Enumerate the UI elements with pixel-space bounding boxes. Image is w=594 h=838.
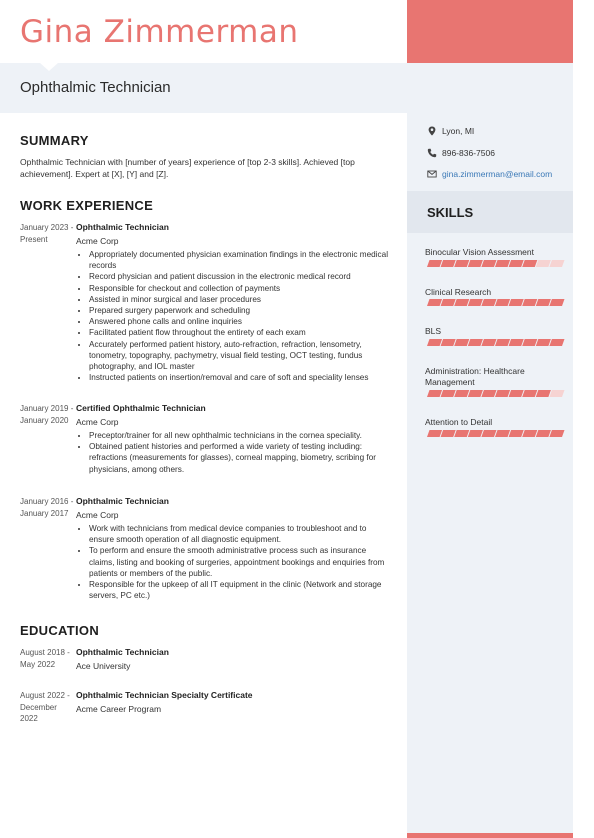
job-title: Ophthalmic Technician [20, 79, 171, 96]
skill-level-bar [427, 299, 567, 307]
education-date: August 2018 - May 2022 [20, 648, 70, 669]
page-right-margin [573, 0, 594, 838]
education-school: Ace University [76, 661, 131, 671]
skill-segment [468, 339, 483, 346]
education-heading: EDUCATION [20, 623, 100, 638]
skill-name: Attention to Detail [425, 417, 493, 427]
skill-segment [549, 430, 564, 437]
experience-bullets [76, 430, 391, 475]
title-notch [40, 63, 58, 71]
skill-segment [427, 299, 442, 306]
skill-segment [509, 260, 524, 267]
skill-segment [509, 339, 524, 346]
experience-role: Ophthalmic Technician [76, 222, 169, 232]
experience-role: Certified Ophthalmic Technician [76, 403, 206, 413]
experience-date: January 2016 - January 2017 [20, 497, 74, 518]
skill-segment [495, 339, 510, 346]
skill-segment [536, 260, 551, 267]
skill-segment [454, 299, 469, 306]
header-accent-block [407, 0, 573, 63]
skill-segment [427, 430, 442, 437]
skill-segment [468, 299, 483, 306]
experience-company: Acme Corp [76, 236, 119, 246]
skill-segment [454, 260, 469, 267]
skill-segment [441, 339, 456, 346]
skill-segment [495, 299, 510, 306]
skill-segment [536, 299, 551, 306]
email-icon [427, 169, 437, 179]
skill-segment [441, 260, 456, 267]
skill-segment [454, 390, 469, 397]
bullet-item: • Responsible for checkout and collection of payments [89, 283, 391, 294]
education-degree: Ophthalmic Technician Specialty Certificate [76, 690, 253, 700]
experience-bullets [76, 523, 391, 601]
bullet-item: • Assisted in minor surgical and laser procedures [89, 294, 391, 305]
skill-name: BLS [425, 326, 442, 336]
skill-level-bar [427, 390, 567, 398]
skill-segment [536, 339, 551, 346]
skill-segment [522, 339, 537, 346]
skill-name: Administration: Healthcare Management [425, 366, 525, 387]
bullet-item: • Record physician and patient discussion in the electronic medical record [89, 271, 391, 282]
skill-segment [522, 430, 537, 437]
experience-company: Acme Corp [76, 417, 119, 427]
skill-segment [441, 390, 456, 397]
bullet-item: • Instructed patients on insertion/removal and care of soft and speciality lenses [89, 372, 391, 383]
skill-segment [522, 299, 537, 306]
summary-text: Ophthalmic Technician with [number of years] experience of [top 2-3 skills]. Achieved [top achievement]. Expert at [X], [Y] and [Z]. [20, 157, 355, 179]
skill-segment [441, 430, 456, 437]
bullet-item: • Facilitated patient flow throughout the entirety of each exam [89, 327, 391, 338]
skill-segment [509, 299, 524, 306]
skill-level-bar [427, 260, 567, 268]
skill-segment [549, 299, 564, 306]
bullet-item: • Preceptor/trainer for all new ophthalmic technicians in the cornea speciality. [89, 430, 391, 441]
skill-segment [549, 339, 564, 346]
experience-date: January 2019 - January 2020 [20, 404, 74, 425]
skills-heading: SKILLS [427, 205, 474, 220]
skill-segment [481, 260, 496, 267]
skill-segment [468, 390, 483, 397]
skill-segment [536, 390, 551, 397]
skill-segment [441, 299, 456, 306]
skill-level-bar [427, 430, 567, 438]
bullet-item: • To perform and ensure the smooth administrative process such as insurance claims, listing and booking of surgeries, appointment bookings and enquiries from patients or members of the public. [89, 545, 391, 579]
email-link[interactable]: gina.zimmerman@email.com [442, 169, 553, 179]
experience-role: Ophthalmic Technician [76, 496, 169, 506]
contact-email[interactable] [427, 169, 552, 179]
skill-segment [522, 260, 537, 267]
skill-segment [481, 390, 496, 397]
bullet-item: • Prepared surgery paperwork and scheduling [89, 305, 391, 316]
education-degree: Ophthalmic Technician [76, 647, 169, 657]
skill-segment [481, 299, 496, 306]
skill-segment [481, 430, 496, 437]
contact-phone [427, 148, 495, 158]
skill-segment [495, 260, 510, 267]
bullet-item: • Obtained patient histories and performed a wide variety of testing including: refractions (measurements for glasses), corneal mapping, biometry, scribing for physicians, among others. [89, 441, 391, 475]
skill-segment [509, 430, 524, 437]
bullet-item: • Responsible for the upkeep of all IT equipment in the clinic (Network and storage servers, PC etc.) [89, 579, 391, 601]
skill-segment [509, 390, 524, 397]
skill-segment [549, 260, 564, 267]
skill-segment [495, 430, 510, 437]
bullet-item: • Work with technicians from medical device companies to troubleshoot and to ensure smooth operation of all diagnostic equipment. [89, 523, 391, 545]
skill-segment [468, 430, 483, 437]
contact-location [427, 126, 474, 136]
skill-name: Binocular Vision Assessment [425, 247, 534, 257]
location-text: Lyon, MI [442, 126, 475, 136]
skill-segment [427, 390, 442, 397]
candidate-name: Gina Zimmerman [20, 14, 299, 50]
experience-bullets [76, 249, 391, 383]
header [0, 0, 407, 63]
bullet-item: • Answered phone calls and online inquiries [89, 316, 391, 327]
sidebar [407, 63, 573, 838]
experience-date: January 2023 - Present [20, 223, 74, 244]
skill-segment [522, 390, 537, 397]
education-school: Acme Career Program [76, 704, 162, 714]
skill-segment [427, 260, 442, 267]
phone-icon [427, 148, 437, 158]
bullet-item: • Accurately performed patient history, auto-refraction, refraction, lensometry, tonometry, topography, pachymetry, visual field testing, OCT testing, fundus photography, and IOL master [89, 339, 391, 373]
skill-name: Clinical Research [425, 287, 492, 297]
experience-company: Acme Corp [76, 510, 119, 520]
skill-segment [454, 339, 469, 346]
skill-segment [536, 430, 551, 437]
skill-segment [549, 390, 564, 397]
skill-level-bar [427, 339, 567, 347]
skill-segment [495, 390, 510, 397]
work-experience-heading: WORK EXPERIENCE [20, 198, 154, 213]
bullet-item: • Appropriately documented physician examination findings in the electronic medical records [89, 249, 391, 271]
summary-heading: SUMMARY [20, 133, 89, 148]
education-date: August 2022 - December 2022 [20, 691, 70, 723]
skill-segment [454, 430, 469, 437]
location-pin-icon [427, 126, 437, 136]
sidebar-bottom-accent [407, 833, 573, 838]
phone-text: 896-836-7506 [442, 148, 495, 158]
skill-segment [481, 339, 496, 346]
skill-segment [427, 339, 442, 346]
skill-segment [468, 260, 483, 267]
